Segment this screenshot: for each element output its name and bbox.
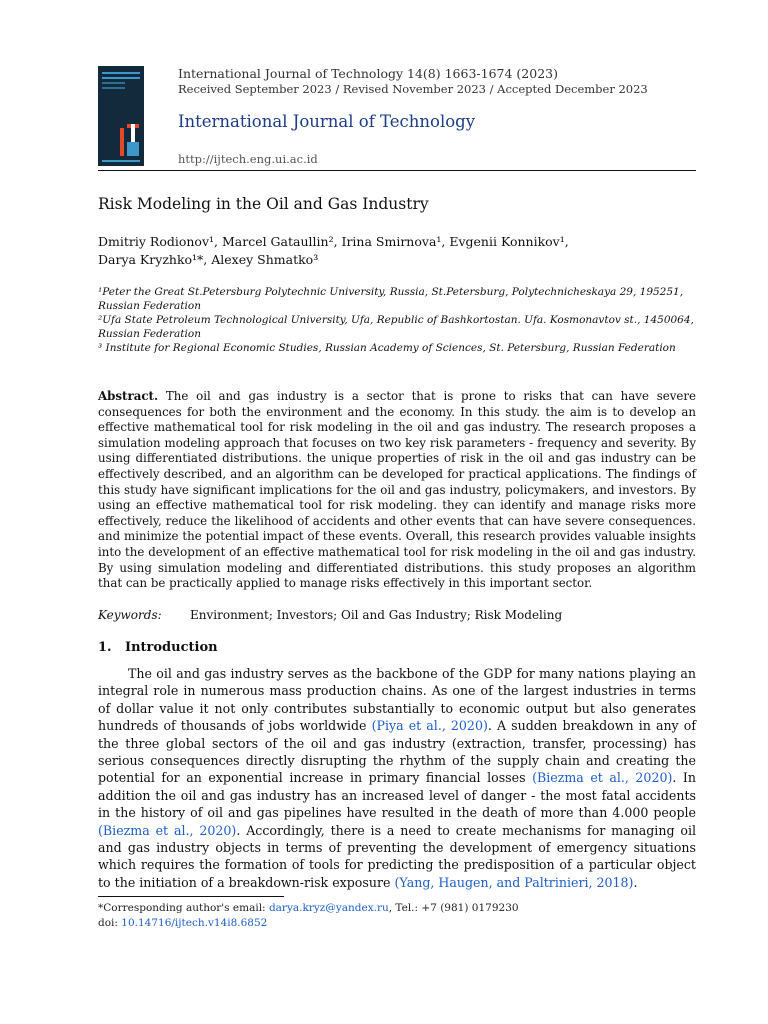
intro-text-1: The oil and gas industry serves as the backbone of the GDP for many nations playing an integral role in numerous mass production chains. As one of the largest industries in terms of dollar value it not only contributes substantially to economic output but also generates hundreds of thousands of jobs worldwide xyxy=(98,666,696,734)
section-title: Introduction xyxy=(125,640,218,655)
doi-line xyxy=(98,917,267,929)
affiliation-1: ¹Peter the Great St.Petersburg Polytechnic University, Russia, St.Petersburg, Polytechnicheskaya 29, 195251, Russian Federation xyxy=(98,286,684,312)
intro-text-4: . Accordingly, there is a need to create mechanisms for managing oil and gas industry objects in terms of preventing the development of emergency situations which requires the formation of tools for predicting the predisposition of a particular object to the initiation of a breakdown-risk exposure xyxy=(98,822,697,890)
doi-label: doi: xyxy=(98,917,122,929)
citation-link-biezma-1[interactable]: (Biezma et al., 2020) xyxy=(532,770,673,786)
intro-text-2: . A sudden breakdown in any of the three global sectors of the oil and gas industry (extraction, transfer, processing) has serious consequences directly disrupting the rhythm of the supply chain and creating the potential for an exponential increase in primary financial losses xyxy=(98,718,696,786)
footnote-tel: , Tel.: +7 (981) 0179230 xyxy=(388,902,519,914)
journal-cover-image xyxy=(98,66,144,166)
header-divider xyxy=(98,170,696,171)
section-number: 1. xyxy=(98,640,112,655)
submission-dates: Received September 2023 / Revised November 2023 / Accepted December 2023 xyxy=(178,82,648,96)
abstract-label: Abstract. xyxy=(98,389,159,403)
intro-text-3: . In addition the oil and gas industry has an increased level of danger - the most fatal accidents in the history of oil and gas pipelines have resulted in the death of more than 4.000 people xyxy=(98,770,696,821)
keywords-text: Environment; Investors; Oil and Gas Industry; Risk Modeling xyxy=(190,608,563,622)
keywords-label: Keywords: xyxy=(98,608,162,622)
journal-citation: International Journal of Technology 14(8) 1663-1674 (2023) xyxy=(178,66,558,81)
author-list xyxy=(98,233,569,269)
affiliation-2: ²Ufa State Petroleum Technological University, Ufa, Republic of Bashkortostan. Ufa. Kosmonavtov st., 1450064, Russian Federation xyxy=(98,314,694,340)
footnote-divider xyxy=(98,896,284,897)
introduction-paragraph xyxy=(98,665,696,891)
citation-link-piya[interactable]: (Piya et al., 2020) xyxy=(371,718,488,734)
citation-link-yang[interactable]: (Yang, Haugen, and Paltrinieri, 2018) xyxy=(394,874,634,890)
abstract-text: The oil and gas industry is a sector that is prone to risks that can have severe consequences for both the environment and the economy. In this study. the aim is to develop an effective mathematical tool for risk modeling in the oil and gas industry. The research proposes a simulation modeling approach that focuses on two key risk parameters - frequency and severity. By using differentiated distributions. the unique properties of risk in the oil and gas industry can be effectively described, and an algorithm can be developed for practical applications. The findings of this study have significant implications for the oil and gas industry, policymakers, and investors. By using an effective mathematical tool for risk modeling. they can identify and manage risks more effectively, reduce the likelihood of accidents and other events that can have severe consequences. and minimize the potential impact of these events. Overall, this research provides valuable insights into the development of an effective mathematical tool for risk modeling in the oil and gas industry. By using simulation modeling and differentiated distributions. this study proposes an algorithm that can be practically applied to manage risks effectively in this important sector. xyxy=(98,389,696,591)
corresponding-author-note xyxy=(98,902,519,914)
email-link[interactable]: darya.kryz@yandex.ru xyxy=(268,902,389,914)
intro-text-5: . xyxy=(633,874,638,890)
abstract-paragraph xyxy=(98,389,696,592)
journal-name[interactable]: International Journal of Technology xyxy=(178,112,476,131)
authors-line-2: Darya Kryzhko¹*, Alexey Shmatko³ xyxy=(98,252,319,267)
journal-url-link[interactable]: http://ijtech.eng.ui.ac.id xyxy=(178,152,318,166)
affiliation-3: ³ Institute for Regional Economic Studies, Russian Academy of Sciences, St. Petersburg, Russian Federation xyxy=(98,342,676,354)
doi-link[interactable]: 10.14716/ijtech.v14i8.6852 xyxy=(121,917,268,929)
authors-line-1: Dmitriy Rodionov¹, Marcel Gataullin², Irina Smirnova¹, Evgenii Konnikov¹, xyxy=(98,234,569,249)
ijtech-logo-icon xyxy=(120,124,140,160)
footnote-prefix: *Corresponding author's email: xyxy=(98,902,269,914)
citation-link-biezma-2[interactable]: (Biezma et al., 2020) xyxy=(98,822,237,838)
keywords-line xyxy=(98,608,562,622)
section-heading xyxy=(98,640,218,655)
paper-title: Risk Modeling in the Oil and Gas Industry xyxy=(98,195,429,213)
